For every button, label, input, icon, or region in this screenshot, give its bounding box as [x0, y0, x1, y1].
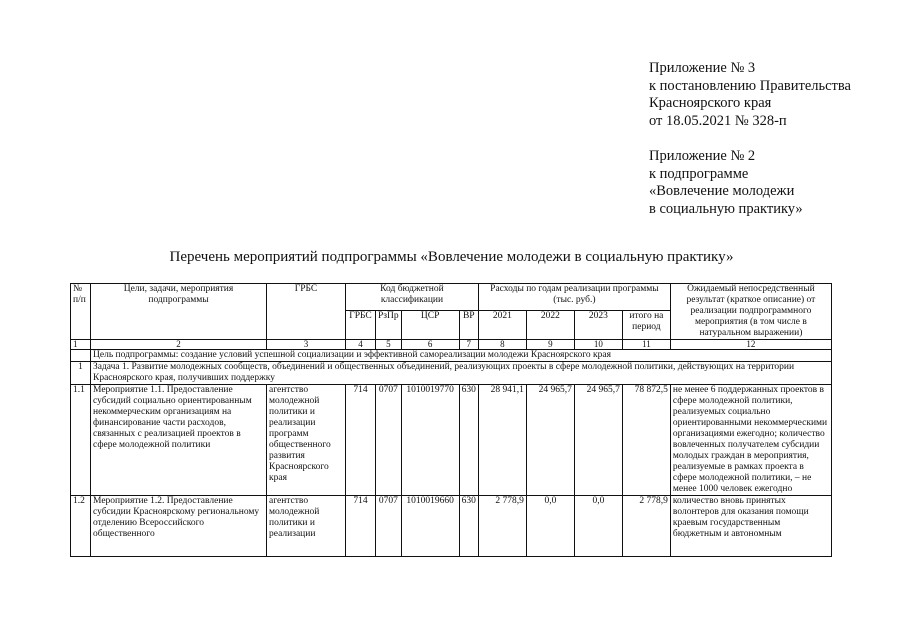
- row-2022: 0,0: [526, 496, 574, 557]
- header-grbs: ГРБС: [267, 284, 346, 340]
- appendix-line: Приложение № 3: [649, 60, 756, 76]
- header-expenses: Расходы по годам реализации программы (тыс. руб.): [478, 284, 670, 311]
- appendix-line: к подпрограмме: [649, 165, 749, 182]
- goal-text: Цель подпрограммы: создание условий успешной социализации и эффективной самореализации молодежи Красноярского края: [91, 350, 832, 362]
- row-2022: 24 965,7: [526, 385, 574, 496]
- header-num: № п/п: [71, 284, 91, 340]
- appendix-line: Красноярского края: [649, 95, 772, 111]
- subheader-vr: ВР: [459, 311, 478, 340]
- row-csr: 1010019660: [401, 496, 459, 557]
- header-budget-code: Код бюджетной классификации: [346, 284, 479, 311]
- row-grbs-name: агентство молодежной политики и реализации: [267, 496, 346, 557]
- appendix-line: в социальную практику»: [649, 200, 803, 217]
- appendix-line: от 18.05.2021 № 328-п: [649, 112, 787, 129]
- col-number: 2: [91, 340, 267, 350]
- row-2021: 2 778,9: [478, 496, 526, 557]
- row-result: не менее 6 поддержанных проектов в сфере молодежной политики, реализуемых социально ориентированными некоммерческими организациями ежегодно; количество вовлеченных получателем субсидии молодых граждан в мероприятия, реализуемые в рамках проекта в сфере молодежной политики, – не менее 1000 человек ежегодно: [670, 385, 831, 496]
- row-grbs: 714: [346, 496, 376, 557]
- subheader-2023: 2023: [574, 311, 622, 340]
- header-row: [71, 284, 832, 311]
- row-activity: Мероприятие 1.1. Предоставление субсидий социально ориентированным некоммерческим организациям на финансирование части расходов, связанных с реализацией проектов в сфере молодежной политики: [91, 385, 267, 496]
- row-total: 2 778,9: [622, 496, 670, 557]
- appendix-line: Приложение № 2: [649, 148, 756, 164]
- col-number: 8: [478, 340, 526, 350]
- row-total: 78 872,5: [622, 385, 670, 496]
- task-row: [71, 362, 832, 385]
- row-2021: 28 941,1: [478, 385, 526, 496]
- col-number: 6: [401, 340, 459, 350]
- col-number: 11: [622, 340, 670, 350]
- col-number: 9: [526, 340, 574, 350]
- activities-table: [70, 283, 832, 557]
- appendix-line: «Вовлечение молодежи: [649, 183, 795, 199]
- col-number: 7: [459, 340, 478, 350]
- row-vr: 630: [459, 385, 478, 496]
- row-num: 1.1: [71, 385, 91, 496]
- col-number: 5: [376, 340, 402, 350]
- goal-row: [71, 350, 832, 362]
- col-number: 12: [670, 340, 831, 350]
- row-grbs-name: агентство молодежной политики и реализации программ общественного развития Красноярского края: [267, 385, 346, 496]
- appendix-block: [649, 60, 851, 218]
- row-2023: 24 965,7: [574, 385, 622, 496]
- row-csr: 1010019770: [401, 385, 459, 496]
- appendix-line: к постановлению Правительства: [649, 77, 851, 94]
- subheader-rzpr: РзПр: [376, 311, 402, 340]
- row-grbs: 714: [346, 385, 376, 496]
- subheader-csr: ЦСР: [401, 311, 459, 340]
- task-text: Задача 1. Развитие молодежных сообществ, объединений и общественных объединений, реализующих проекты в сфере молодежной политики, действующих на территории Красноярского края, получивших поддержку: [91, 362, 832, 385]
- subheader-grbs: ГРБС: [346, 311, 376, 340]
- row-2023: 0,0: [574, 496, 622, 557]
- row-rzpr: 0707: [376, 385, 402, 496]
- row-num: 1.2: [71, 496, 91, 557]
- row-result: количество вновь принятых волонтеров для оказания помощи краевым государственным бюджетным и автономным: [670, 496, 831, 557]
- task-num: 1: [71, 362, 91, 385]
- col-number: 10: [574, 340, 622, 350]
- row-activity: Мероприятие 1.2. Предоставление субсидии Красноярскому региональному отделению Всероссийского общественного: [91, 496, 267, 557]
- header-goals: Цели, задачи, мероприятия подпрограммы: [91, 284, 267, 340]
- subheader-total: итого на период: [622, 311, 670, 340]
- subheader-2021: 2021: [478, 311, 526, 340]
- col-number: 1: [71, 340, 91, 350]
- table-row: [71, 496, 832, 557]
- header-result: Ожидаемый непосредственный результат (краткое описание) от реализации подпрограммного мероприятия (в том числе в натуральном выражении): [670, 284, 831, 340]
- document-title: Перечень мероприятий подпрограммы «Вовлечение молодежи в социальную практику»: [169, 249, 734, 265]
- col-number: 3: [267, 340, 346, 350]
- col-number: 4: [346, 340, 376, 350]
- table-row: [71, 385, 832, 496]
- row-vr: 630: [459, 496, 478, 557]
- subheader-2022: 2022: [526, 311, 574, 340]
- column-number-row: [71, 340, 832, 350]
- row-rzpr: 0707: [376, 496, 402, 557]
